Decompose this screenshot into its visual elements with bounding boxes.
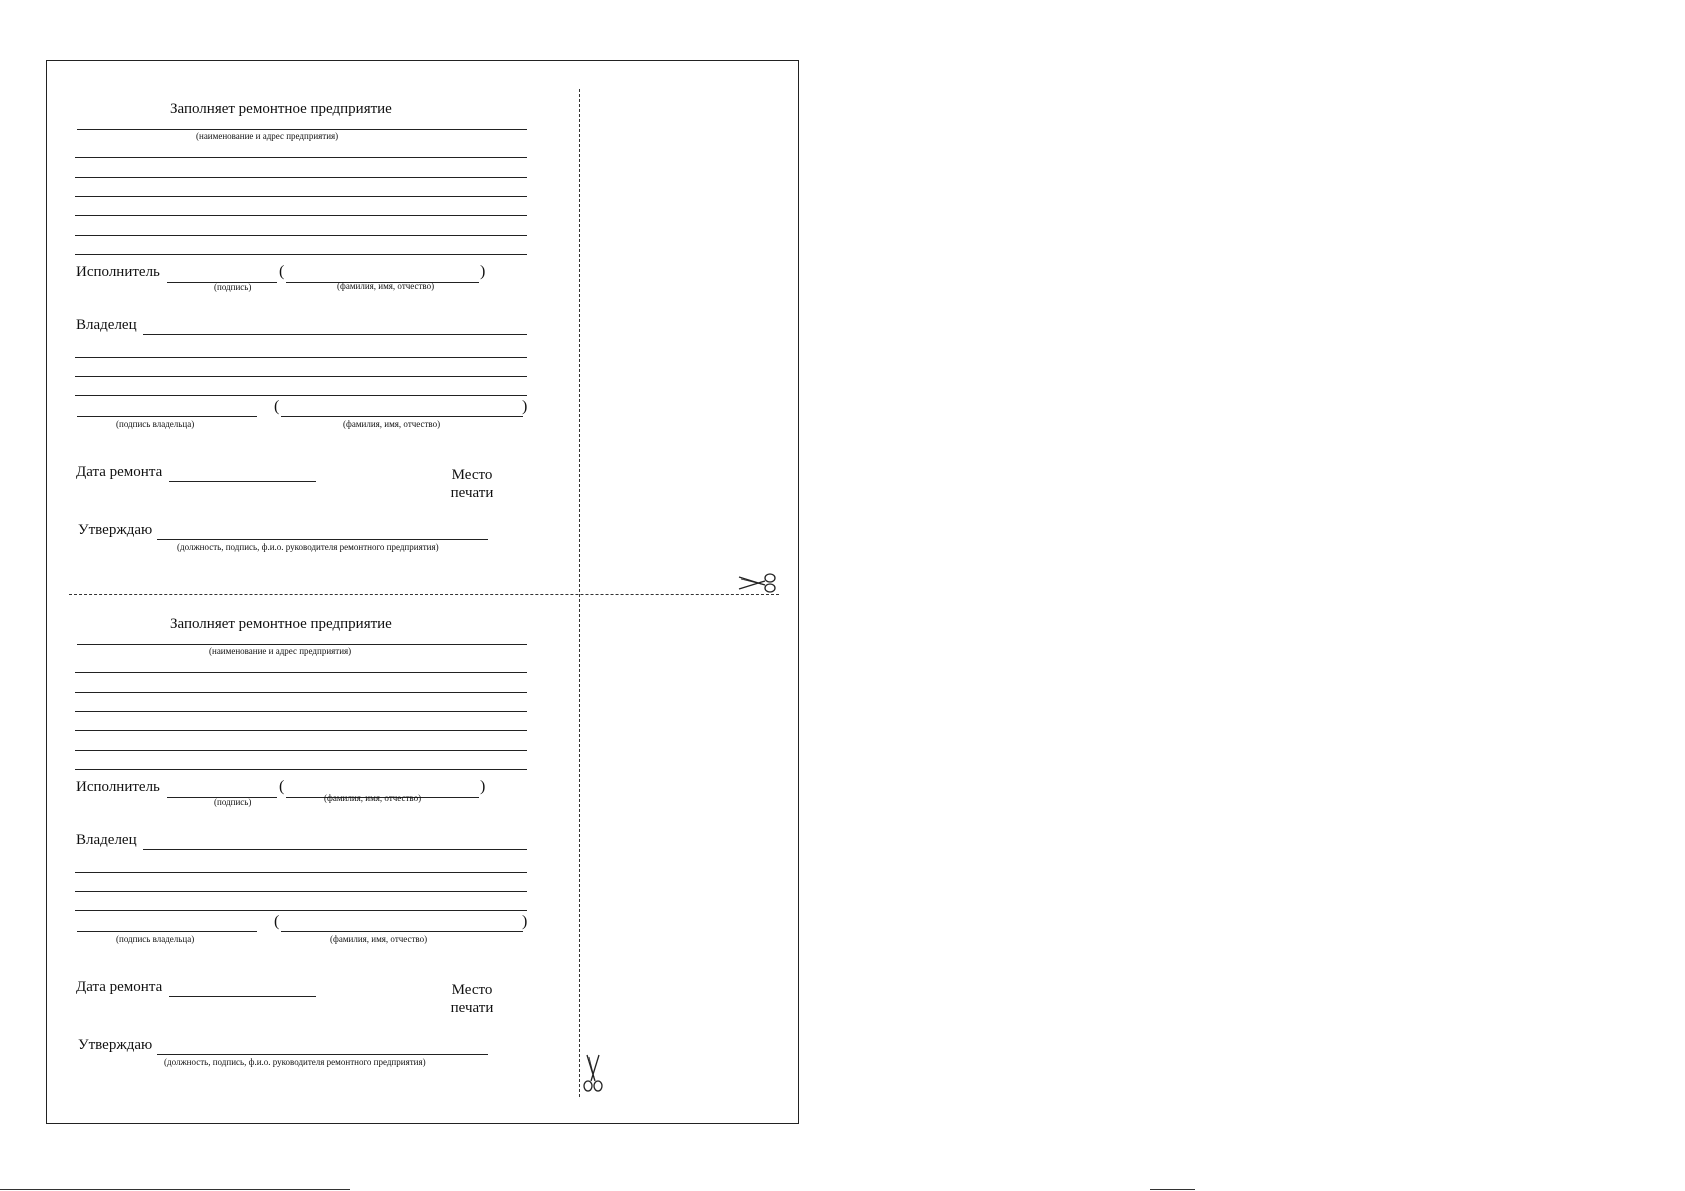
owner-name-field[interactable] — [281, 931, 523, 932]
enterprise-caption: (наименование и адрес предприятия) — [196, 131, 339, 141]
repair-date-label: Дата ремонта — [76, 979, 163, 995]
signature-caption: (подпись) — [214, 797, 252, 807]
enterprise-line[interactable] — [75, 157, 527, 158]
owner-label: Владелец — [76, 317, 137, 333]
enterprise-caption: (наименование и адрес предприятия) — [209, 646, 352, 656]
approve-caption: (должность, подпись, ф.и.о. руководителя ремонтного предприятия) — [177, 542, 439, 552]
enterprise-line[interactable] — [75, 215, 527, 216]
performer-name-caption: (фамилия, имя, отчество) — [337, 281, 435, 291]
close-paren: ) — [522, 913, 528, 930]
stamp-place — [437, 981, 507, 1017]
owner-name-field[interactable] — [281, 416, 523, 417]
open-paren: ( — [279, 263, 285, 280]
enterprise-line[interactable] — [75, 769, 527, 770]
open-paren: ( — [274, 913, 280, 930]
owner-field[interactable] — [143, 849, 527, 850]
stamp-line1: Место — [451, 982, 493, 998]
performer-name-caption: (фамилия, имя, отчество) — [324, 793, 422, 803]
approve-field[interactable] — [157, 539, 488, 540]
owner-signature-caption: (подпись владельца) — [116, 934, 195, 944]
section-title: Заполняет ремонтное предприятие — [170, 616, 392, 632]
stamp-place — [437, 466, 507, 502]
performer-label: Исполнитель — [76, 264, 160, 280]
owner-name-caption: (фамилия, имя, отчество) — [343, 419, 441, 429]
repair-section — [47, 61, 587, 581]
page-edge-line — [0, 1189, 350, 1190]
page-edge-line — [1150, 1189, 1195, 1190]
enterprise-line[interactable] — [75, 196, 527, 197]
enterprise-line[interactable] — [75, 672, 527, 673]
approve-field[interactable] — [157, 1054, 488, 1055]
close-paren: ) — [522, 398, 528, 415]
stamp-line1: Место — [451, 467, 493, 483]
owner-line[interactable] — [75, 891, 527, 892]
repair-section — [47, 576, 587, 1096]
owner-signature-caption: (подпись владельца) — [116, 419, 195, 429]
enterprise-line[interactable] — [75, 750, 527, 751]
owner-line[interactable] — [75, 910, 527, 911]
repair-date-label: Дата ремонта — [76, 464, 163, 480]
owner-signature-field[interactable] — [77, 416, 257, 417]
owner-line[interactable] — [75, 376, 527, 377]
form-sheet — [46, 60, 799, 1124]
open-paren: ( — [279, 778, 285, 795]
close-paren: ) — [480, 263, 486, 280]
signature-caption: (подпись) — [214, 282, 252, 292]
stamp-line2: печати — [450, 485, 494, 501]
stamp-line2: печати — [450, 1000, 494, 1016]
enterprise-line[interactable] — [75, 711, 527, 712]
owner-field[interactable] — [143, 334, 527, 335]
enterprise-line[interactable] — [75, 692, 527, 693]
scissors-icon — [737, 571, 779, 595]
approve-caption: (должность, подпись, ф.и.о. руководителя ремонтного предприятия) — [164, 1057, 426, 1067]
owner-line[interactable] — [75, 395, 527, 396]
owner-name-caption: (фамилия, имя, отчество) — [330, 934, 428, 944]
section-title: Заполняет ремонтное предприятие — [170, 101, 392, 117]
approve-label: Утверждаю — [78, 522, 153, 538]
enterprise-line[interactable] — [75, 730, 527, 731]
owner-line[interactable] — [75, 357, 527, 358]
repair-date-field[interactable] — [169, 481, 316, 482]
owner-signature-field[interactable] — [77, 931, 257, 932]
enterprise-field[interactable] — [77, 129, 527, 130]
enterprise-line[interactable] — [75, 177, 527, 178]
enterprise-line[interactable] — [75, 235, 527, 236]
approve-label: Утверждаю — [78, 1037, 153, 1053]
close-paren: ) — [480, 778, 486, 795]
enterprise-field[interactable] — [77, 644, 527, 645]
repair-date-field[interactable] — [169, 996, 316, 997]
open-paren: ( — [274, 398, 280, 415]
performer-label: Исполнитель — [76, 779, 160, 795]
enterprise-line[interactable] — [75, 254, 527, 255]
owner-label: Владелец — [76, 832, 137, 848]
owner-line[interactable] — [75, 872, 527, 873]
